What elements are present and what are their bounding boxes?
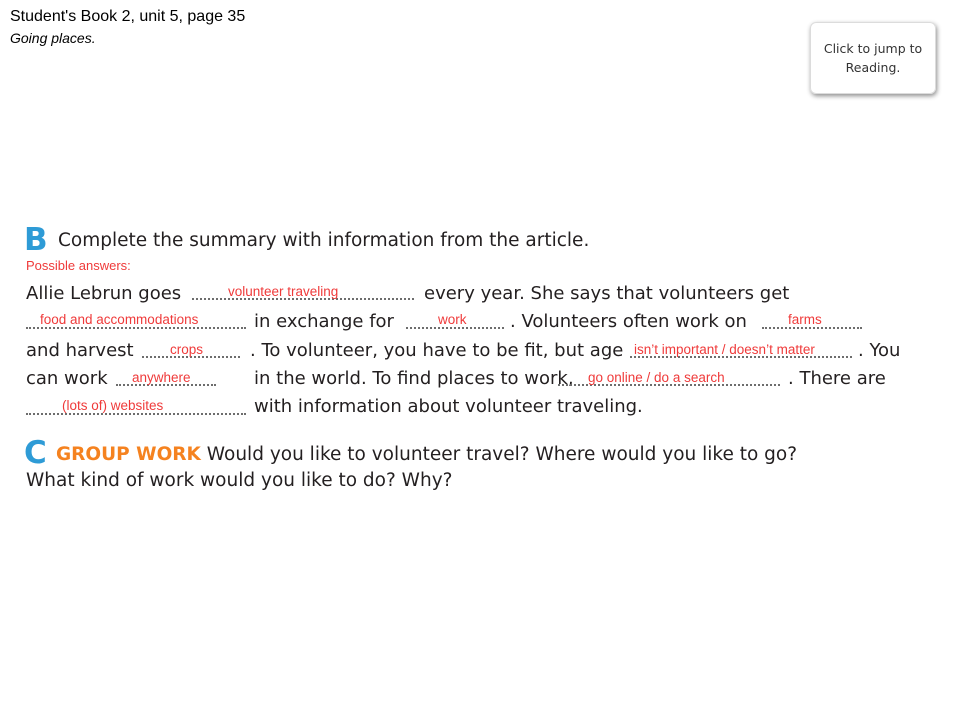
header-title: Student's Book 2, unit 5, page 35 <box>10 8 246 25</box>
section-c-letter: C <box>24 435 47 471</box>
section-c-question-1: Would you like to volunteer travel? Where would you like to go? <box>206 444 798 465</box>
summary-text-4: . Volunteers often work on <box>510 311 747 332</box>
possible-answers-label: Possible answers: <box>26 258 131 273</box>
answer-7: anywhere <box>132 370 191 385</box>
summary-text-1: Allie Lebrun goes <box>26 283 182 304</box>
summary-text-5: and harvest <box>26 340 134 361</box>
section-b-instruction: Complete the summary with information from the article. <box>58 230 590 251</box>
answer-2: food and accommodations <box>40 312 199 327</box>
answer-6: isn’t important / doesn’t matter <box>634 342 815 357</box>
summary-text-11: with information about volunteer traveling. <box>254 396 643 417</box>
jump-to-reading-label: Click to jump to Reading. <box>823 41 923 75</box>
group-work-label: GROUP WORK <box>56 444 201 465</box>
section-b-letter: B <box>24 222 48 258</box>
section-c-line-1 <box>56 444 797 465</box>
summary-text-9: in the world. To find places to work, <box>254 368 574 389</box>
summary-text-3: in exchange for <box>254 311 394 332</box>
header-subtitle: Going places. <box>10 30 96 46</box>
summary-text-2: every year. She says that volunteers get <box>424 283 790 304</box>
summary-text-7: . You <box>858 340 901 361</box>
answer-4: farms <box>788 312 822 327</box>
section-c-question-2: What kind of work would you like to do? Why? <box>26 470 453 491</box>
answer-5: crops <box>170 342 204 357</box>
answer-8: go online / do a search <box>588 370 725 385</box>
summary-text-10: . There are <box>788 368 886 389</box>
answer-1: volunteer traveling <box>228 284 339 299</box>
jump-to-reading-button[interactable] <box>810 22 936 94</box>
summary-text-8: can work <box>26 368 108 389</box>
answer-3: work <box>438 312 467 327</box>
answer-9: (lots of) websites <box>62 398 164 413</box>
summary-text-6: . To volunteer, you have to be fit, but age <box>250 340 624 361</box>
